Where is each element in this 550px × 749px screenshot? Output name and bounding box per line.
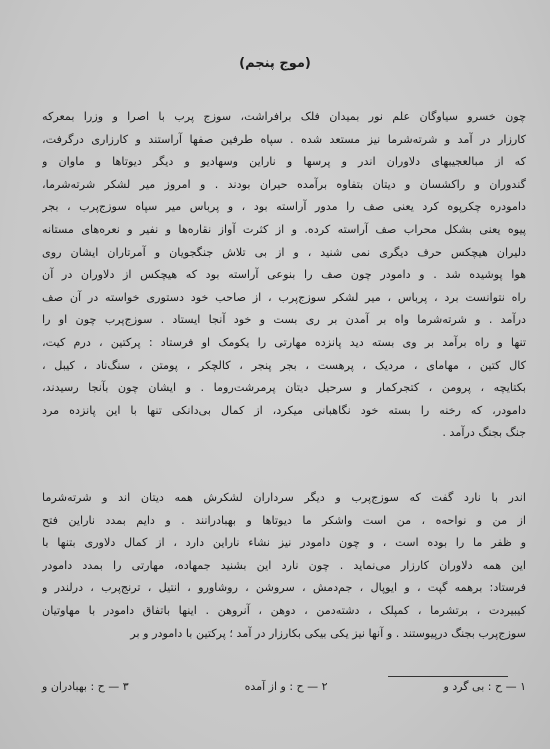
footnote-2: ۲ — ح : و از آمده — [244, 680, 328, 693]
text-line: گندوران و راکشسان و دیتان بتفاوه برآمده حیران بودند . و امروز میر لشکر شرته‌شرما، — [42, 177, 526, 191]
footnote-1: ۱ — ح : بی گرد و — [443, 680, 526, 693]
paragraph-2 — [42, 487, 526, 645]
text-line: تنها و راه برآمد بر وی بسته دید پانزده مهارتی را یکومک او فرستاد : پرکتین ، درم کیت، — [42, 335, 526, 349]
footnote-divider — [388, 676, 508, 677]
text-line: این همه دلاوران کارزار می‌نماید . چون نارد این بشنید جمهاده، مهارتی را بمدد دامودر — [42, 558, 526, 572]
text-line: کارزار در آمد و شرته‌شرما نیز مستعد شده . سپاه طرفین صفها آراستند و کارزاری درگرفت، — [42, 132, 526, 146]
text-line: راه نتوانست برد ، پرباس ، میر لشکر سوزج‌پرب ، از صاحب خود دستوری خواسته در آن صف — [42, 290, 526, 304]
section-heading: (موج پنجم) — [239, 56, 311, 71]
text-line: کیبیردت ، برتشرما ، کمپلک ، دشته‌دمن ، دوهن ، آنروهن . اینها باتفاق دامودر با مهاوتیان — [42, 603, 526, 617]
text-line: بکتایچه ، پرومن ، کتجرکمار و سرحیل دیتان پرمرشت‌روما . و ایشان چون بآنجا رسیدند، — [42, 381, 526, 395]
text-line: دلیران هیچکس حرف دیگری نمی شنید ، و از بی تلاش جنگجویان و آمرتاران ایشان روی — [42, 245, 526, 259]
text-line: فرستاد: برهمه گپت ، و ایوپال ، جم‌دمش ، سروشن ، روشاورو ، انتیل ، ترنج‌پرب ، درلندر و — [42, 581, 526, 595]
text-line: پیوه یعنی بشکل محراب صف آراسته کرده. و از کثرت آواز نقاره‌ها و نفیر و نعره‌های مستانه — [42, 222, 526, 236]
footnote-3: ۳ — ح : بهبادران و — [42, 680, 129, 693]
text-line: از من و نواحه‌ه ، من است واشکر ما دیوتاها و بهبادرانند . و دایم بمدد ناراین فتح — [42, 513, 526, 527]
text-line: دامودر، که رخنه را بسته خود نگاهبانی میکرد، از کمال بی‌دانکی تنها با این پانزده مرد — [42, 403, 526, 417]
text-line: اندر با نارد گفت که سوزج‌پرب و دیگر سرداران لشکرش همه دیتان اند و شرته‌شرما — [42, 491, 526, 504]
paragraph-1 — [42, 106, 526, 445]
footnotes — [42, 680, 526, 693]
text-line: دامودره چکرپوه کرد یعنی صف را مدور آراسته بود ، و پرباس میر سپاه سوزج‌پرب ، بجر — [42, 200, 526, 214]
text-line: درآمد . و شرته‌شرما واه بر آمدن بر ری بست و خود آنجا ایستاد . سوزج‌پرب چون او را — [42, 313, 526, 327]
text-line: جنگ بجنگ درآمد . — [442, 426, 526, 440]
text-line: که از مبالعجیبهای دلاوران اندر و پرسها و ناراین وسهادیو و دیگر دیوتاها و ماوان و — [42, 155, 526, 169]
text-line: چون خسرو سیاوگان علم نور بمیدان فلک برافراشت، سوزج پرب با اصرا و وزرا بمعرکه — [42, 110, 526, 123]
text-line: سوزج‌پرب بجنگ درپیوستند . و آنها نیز یکی بیکی بکارزار در آمد ؛ پرکتین با دامودر و بر — [130, 626, 526, 640]
text-line: و ظفر ما را بوده است ، و چون دامودر نیز نشاء ناراین دارد ، از کمال دلاوری بتنها با — [42, 536, 526, 550]
text-line: کال کتین ، مهامای ، مردیک ، پرهست ، بجر پنجر ، کالچکر ، پومتن ، سنگ‌ناد ، کیبل ، — [42, 358, 526, 372]
text-line: هوا پوشیده شد . و دامودر چون صف را بنوعی آراسته بود که هیچکس از دلاوران در آن — [42, 268, 526, 282]
